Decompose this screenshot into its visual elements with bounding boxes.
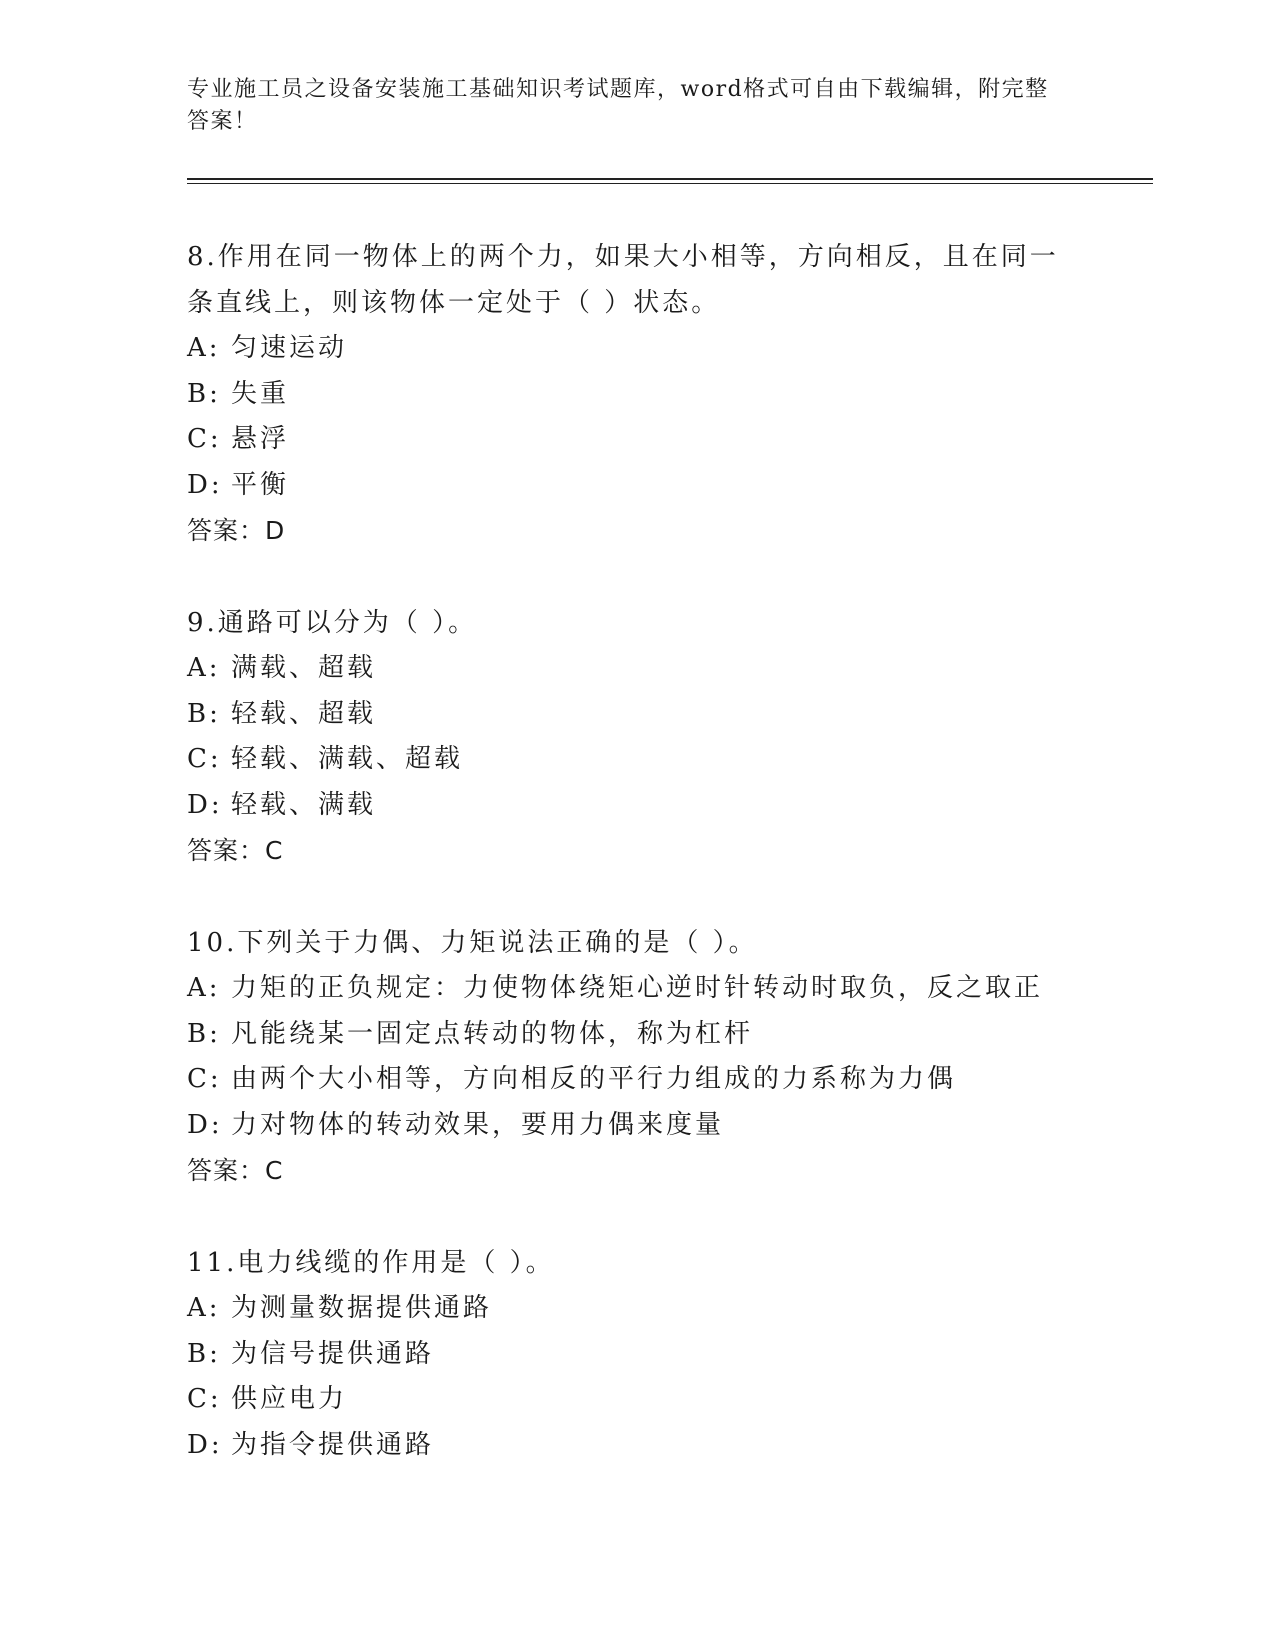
option-letter: D: bbox=[187, 1429, 223, 1460]
option-text: 力矩的正负规定：力使物体绕矩心逆时针转动时取负，反之取正 bbox=[231, 973, 1044, 1003]
answer-value: C bbox=[265, 1156, 284, 1185]
option-c bbox=[187, 1057, 1087, 1103]
option-d bbox=[187, 1103, 1087, 1149]
option-text: 轻载、超载 bbox=[231, 698, 377, 729]
document-header: 专业施工员之设备安装施工基础知识考试题库，word格式可自由下载编辑，附完整答案！ bbox=[187, 77, 1049, 134]
option-letter: C: bbox=[187, 1064, 222, 1094]
answer-value: C bbox=[265, 836, 284, 865]
answer-line bbox=[187, 828, 1087, 874]
option-b bbox=[187, 372, 1087, 418]
option-text: 悬浮 bbox=[231, 424, 290, 454]
option-c bbox=[187, 737, 1087, 783]
option-a bbox=[187, 966, 1087, 1012]
option-d bbox=[187, 463, 1087, 509]
question-title: 8.作用在同一物体上的两个力，如果大小相等，方向相反，且在同一条直线上，则该物体一定处于（ ）状态。 bbox=[187, 242, 1059, 318]
option-letter: B: bbox=[187, 1018, 221, 1049]
option-letter: A: bbox=[187, 973, 221, 1003]
answer-label: 答案： bbox=[187, 516, 266, 545]
option-b bbox=[187, 692, 1087, 738]
option-text: 平衡 bbox=[231, 469, 290, 500]
option-d bbox=[187, 1423, 1087, 1469]
option-text: 由两个大小相等，方向相反的平行力组成的力系称为力偶 bbox=[231, 1064, 957, 1094]
header-rule-thin bbox=[187, 183, 1153, 184]
option-text: 为测量数据提供通路 bbox=[231, 1293, 493, 1323]
option-text: 轻载、满载 bbox=[231, 789, 377, 820]
option-d bbox=[187, 783, 1087, 829]
option-letter: C: bbox=[187, 1384, 222, 1414]
answer-line bbox=[187, 1148, 1087, 1194]
option-letter: A: bbox=[187, 333, 221, 363]
question-list bbox=[187, 234, 1087, 1514]
option-letter: C: bbox=[187, 424, 222, 454]
option-letter: D: bbox=[187, 469, 223, 500]
option-text: 轻载、满载、超载 bbox=[231, 744, 464, 774]
question-title: 10.下列关于力偶、力矩说法正确的是（ ）。 bbox=[187, 928, 758, 958]
option-text: 为信号提供通路 bbox=[231, 1338, 435, 1369]
option-c bbox=[187, 1377, 1087, 1423]
option-text: 失重 bbox=[231, 378, 290, 409]
option-text: 凡能绕某一固定点转动的物体，称为杠杆 bbox=[231, 1018, 754, 1049]
option-a bbox=[187, 326, 1087, 372]
option-letter: C: bbox=[187, 744, 222, 774]
option-text: 匀速运动 bbox=[231, 333, 348, 363]
question-9 bbox=[187, 600, 1087, 874]
option-letter: B: bbox=[187, 378, 221, 409]
option-letter: A: bbox=[187, 653, 221, 683]
option-letter: A: bbox=[187, 1293, 221, 1323]
question-10 bbox=[187, 920, 1087, 1194]
answer-line bbox=[187, 508, 1087, 554]
option-text: 力对物体的转动效果，要用力偶来度量 bbox=[231, 1109, 725, 1140]
question-8 bbox=[187, 234, 1087, 554]
question-title: 11.电力线缆的作用是（ ）。 bbox=[187, 1248, 555, 1278]
answer-label: 答案： bbox=[187, 1156, 266, 1185]
option-a bbox=[187, 646, 1087, 692]
option-letter: B: bbox=[187, 698, 221, 729]
option-text: 满载、超载 bbox=[231, 653, 377, 683]
header-rule-thick bbox=[187, 178, 1153, 180]
answer-label: 答案： bbox=[187, 836, 266, 865]
option-text: 供应电力 bbox=[231, 1384, 348, 1414]
question-11 bbox=[187, 1240, 1087, 1468]
option-text: 为指令提供通路 bbox=[231, 1429, 435, 1460]
option-letter: D: bbox=[187, 1109, 223, 1140]
option-letter: B: bbox=[187, 1338, 221, 1369]
option-b bbox=[187, 1012, 1087, 1058]
question-title: 9.通路可以分为（ ）。 bbox=[187, 608, 478, 638]
option-b bbox=[187, 1332, 1087, 1378]
option-letter: D: bbox=[187, 789, 223, 820]
answer-value: D bbox=[265, 516, 286, 545]
option-c bbox=[187, 417, 1087, 463]
option-a bbox=[187, 1286, 1087, 1332]
